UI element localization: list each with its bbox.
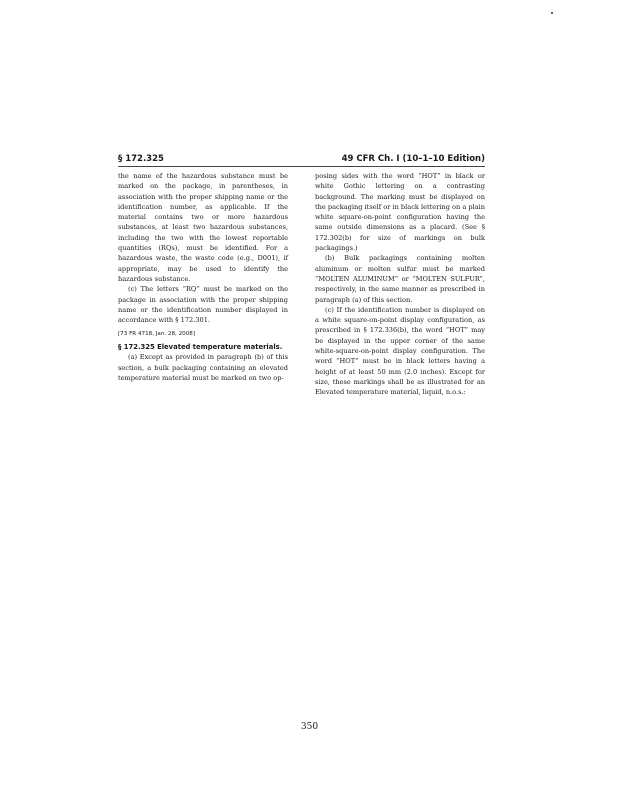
paragraph: (c) If the identification number is displayed on a white square-on-point display configuration, as prescribed in § 172.336(b), the word “HOT” may be displayed in the upper corner of the same white-square-on-point display configuration. The word “HOT” must be in black letters having a height of at least 50 mm (2.0 inches). Except for size, these markings shall be as illustrated for an Elevated temperature material, liquid, n.o.s.: bbox=[315, 305, 485, 397]
paragraph: (c) The letters “RQ” must be marked on the package in association with the proper shipping name or the identification number displayed in accordance with § 172.301. bbox=[118, 285, 288, 325]
scan-speck bbox=[551, 12, 553, 14]
page-number: 350 bbox=[300, 722, 319, 732]
section-heading: § 172.325 Elevated temperature materials. bbox=[118, 343, 283, 352]
paragraph: the name of the hazardous substance must be marked on the package, in parentheses, in association with the proper shipping name or the identification number, as applicable. If the material contains two or more hazardous substances, at least two hazardous substances, including the two with the lowest reportable quantities (RQs), must be identified. For a hazardous waste, the waste code (e.g., D001), if appropriate, may be used to identify the hazardous substance. bbox=[118, 172, 288, 283]
paragraph: posing sides with the word “HOT” in black or white Gothic lettering on a contrasting background. The marking must be displayed on the packaging itself or in black lettering on a plain white square-on-point configuration having the same outside dimensions as a placard. (See § 172.302(b) for size of markings on bulk packagings.) bbox=[315, 172, 485, 253]
running-header-title: 49 CFR Ch. I (10–1–10 Edition) bbox=[341, 154, 485, 164]
paragraph: (a) Except as provided in paragraph (b) of this section, a bulk packaging containing an elevated temperature material must be marked on two op- bbox=[118, 353, 288, 383]
left-column bbox=[118, 171, 288, 383]
source-note: [73 FR 4718, Jan. 28, 2008] bbox=[118, 331, 196, 338]
paragraph: (b) Bulk packagings containing molten aluminum or molten sulfur must be marked “MOLTEN ALUMINUM” or “MOLTEN SULFUR”, respectively, in the same manner as prescribed in paragraph (a) of this section. bbox=[315, 254, 485, 304]
running-header-section: § 172.325 bbox=[118, 154, 164, 164]
right-column bbox=[315, 171, 485, 398]
header-rule bbox=[118, 166, 485, 167]
